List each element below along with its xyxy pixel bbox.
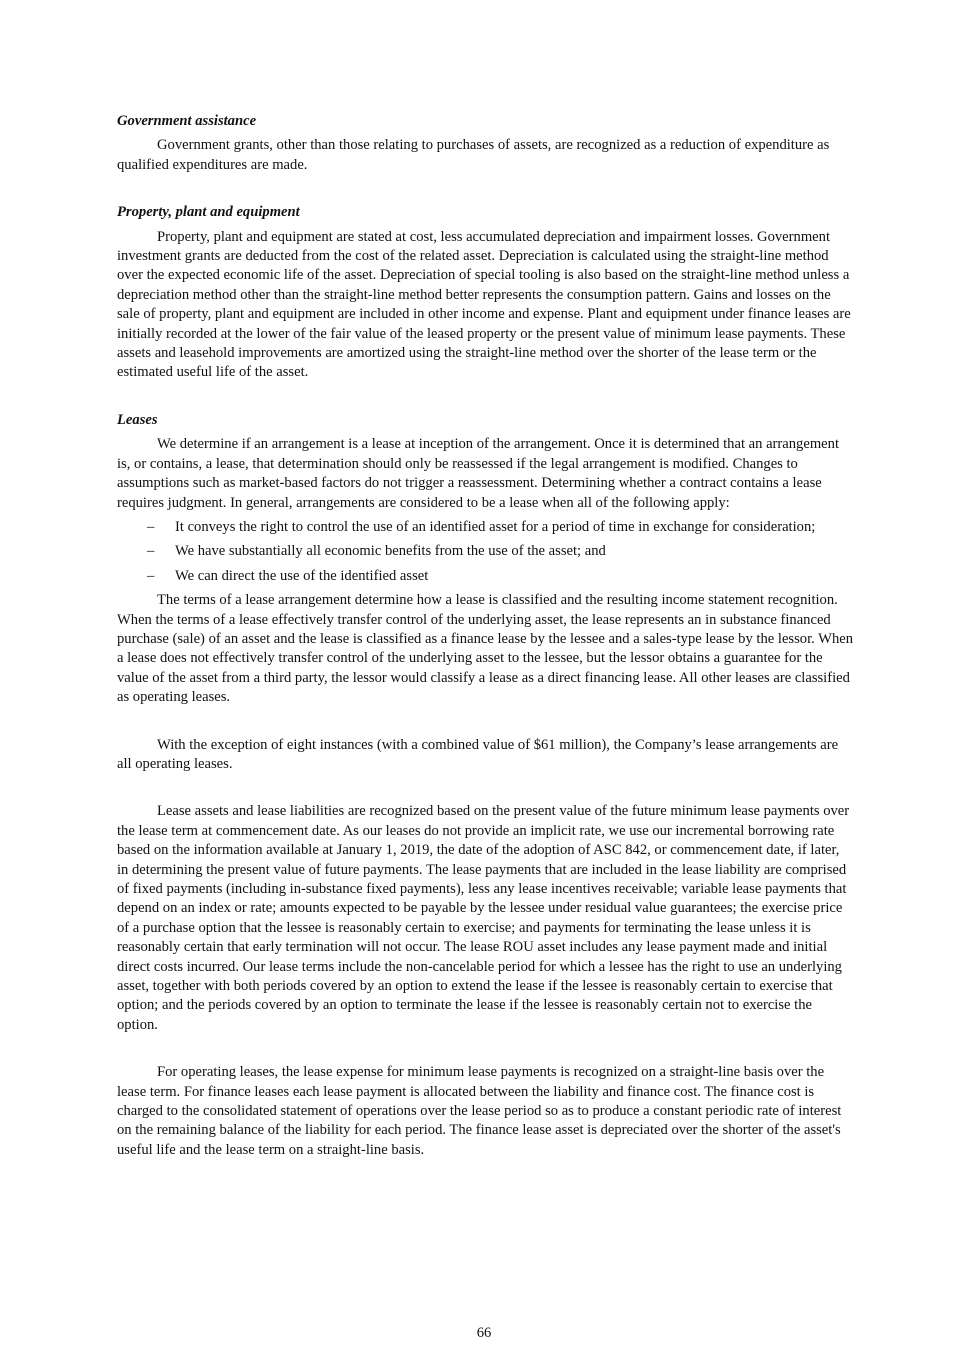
list-item [117,567,853,586]
document-page [117,112,853,1160]
list-item [117,518,853,537]
paragraph-operating-finance-leases: For operating leases, the lease expense for minimum lease payments is recognized on a straight-line basis over the lease term. For finance leases each lease payment is allocated between the liability and finance cost. The finance cost is charged to the consolidated statement of operations over the lease period so as to produce a constant periodic rate of interest on the remaining balance of the liability for each period. The finance lease asset is depreciated over the shorter of the asset's useful life and the lease term on a straight-line basis. [117,1064,842,1158]
dash-bullet: – [147,543,155,560]
paragraph-property-plant-equipment: Property, plant and equipment are stated at cost, less accumulated depreciation and impairment losses. Government investment grants are deducted from the cost of the related asset. Depreciation is calculated using the straight-line method over the expected economic life of the asset. Depreciation of special tooling is also based on the straight-line method unless a depreciation method other than the straight-line method better represents the consumption pattern. Gains and losses on the sale of property, plant and equipment are included in other income and expense. Plant and equipment under finance leases are initially recorded at the lower of the fair value of the leased property or the present value of minimum lease payments. These assets and leasehold improvements are amortized using the straight-line method over the shorter of the lease term or the estimated useful life of the asset. [117,228,851,381]
paragraph-spacer [117,774,853,802]
heading-property-plant-equipment: Property, plant and equipment [117,204,300,221]
paragraph-spacer [117,1035,853,1063]
heading-leases: Leases [117,411,158,428]
section-spacer [117,383,853,411]
paragraph-leases-intro: We determine if an arrangement is a lease at inception of the arrangement. Once it is determined that an arrangement is, or contains, a lease, that determination should only be reassessed if the legal arrangement is modified. Changes to assumptions such as market-based factors do not trigger a reassessment. Determining whether a contract contains a lease requires judgment. In general, arrangements are considered to be a lease when all of the following apply: [117,436,840,511]
list-item [117,542,853,561]
paragraph-spacer [117,708,853,736]
paragraph-government-assistance: Government grants, other than those relating to purchases of assets, are recognized as a reduction of expenditure as qualified expenditures are made. [117,137,830,173]
heading-government-assistance: Government assistance [117,113,257,129]
section-spacer [117,175,853,203]
paragraph-lease-classification: The terms of a lease arrangement determine how a lease is classified and the resulting income statement recognition. When the terms of a lease effectively transfer control of the underlying asset, the lease represents an in substance financed purchase (sale) of an asset and the lease is classified as a finance lease by the lessee and a sales-type lease by the lessor. When a lease does not effectively transfer control of the underlying asset to the lessee, but the lessor obtains a guarantee for the value of the asset from a third party, the lessor would classify a lease as a direct financing lease. All other leases are classified as operating leases. [117,592,854,706]
dash-bullet: – [147,518,155,535]
paragraph-lease-recognition: Lease assets and lease liabilities are recognized based on the present value of the future minimum lease payments over the lease term at commencement date. As our leases do not provide an implicit rate, we use our incremental borrowing rate based on the information available at January 1, 2019, the date of the adoption of ASC 842, or commencement date, if later, in determining the present value of future payments. The lease payments that are included in the lease liability are comprised of fixed payments (including in-substance fixed payments), less any lease incentives receivable; variable lease payments that depend on an index or rate; amounts expected to be payable by the lessee under residual value guarantees; the exercise price of a purchase option that the lessee is reasonably certain to exercise; and payments for terminating the lease unless it is reasonably certain that early termination will not occur. The lease ROU asset includes any lease payment made and initial direct costs incurred. Our lease terms include the non-cancelable period for which a lessee has the right to use an underlying asset, together with both periods covered by an option to extend the lease if the lessee is reasonably certain to exercise that option; and the periods covered by an option to terminate the lease if the lessee is reasonably certain not to exercise the option. [117,803,850,1033]
list-item-text: It conveys the right to control the use of an identified asset for a period of time in exchange for consideration; [175,518,816,535]
dash-bullet: – [147,567,155,584]
list-item-text: We can direct the use of the identified asset [175,567,429,584]
page-number: 66 [476,1325,492,1341]
lease-criteria-list [117,518,853,586]
list-item-text: We have substantially all economic benefits from the use of the asset; and [175,543,606,560]
paragraph-lease-exceptions: With the exception of eight instances (with a combined value of $61 million), the Company’s lease arrangements are all operating leases. [117,736,839,772]
